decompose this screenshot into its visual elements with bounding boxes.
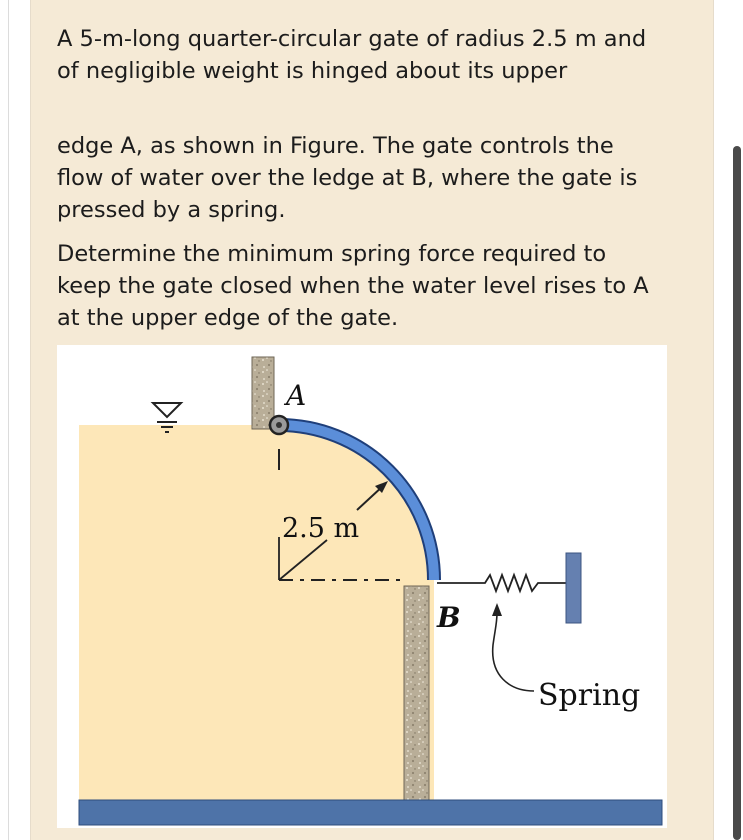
spring-leader-arrowhead: [492, 603, 502, 616]
problem-paragraph-1: A 5-m-long quarter-circular gate of radius 2.5 m and of negligible weight is hinged about its upper: [57, 26, 647, 84]
spring-coil: [437, 575, 567, 591]
hinge-pin-center: [276, 422, 282, 428]
problem-paragraph-3: Determine the minimum spring force required to keep the gate closed when the water level rises to A at the upper edge of the gate.: [57, 241, 649, 331]
label-radius: 2.5 m: [282, 513, 360, 544]
ledge-wall: [404, 586, 429, 800]
left-rail: [0, 0, 9, 840]
scrollbar-thumb[interactable]: [733, 146, 741, 840]
label-hinge-a: A: [286, 379, 307, 412]
base-floor: [79, 800, 662, 825]
problem-paragraph-2: edge A, as shown in Figure. The gate controls the flow of water over the ledge at B, where the gate is pressed by a spring.: [57, 133, 638, 223]
spring-mount: [566, 553, 581, 623]
water-region: [79, 425, 434, 800]
label-ledge-b: B: [437, 601, 461, 634]
label-spring: Spring: [538, 678, 641, 713]
gate-figure: [57, 345, 667, 828]
spring-leader: [493, 613, 534, 691]
upper-wall: [252, 357, 274, 429]
